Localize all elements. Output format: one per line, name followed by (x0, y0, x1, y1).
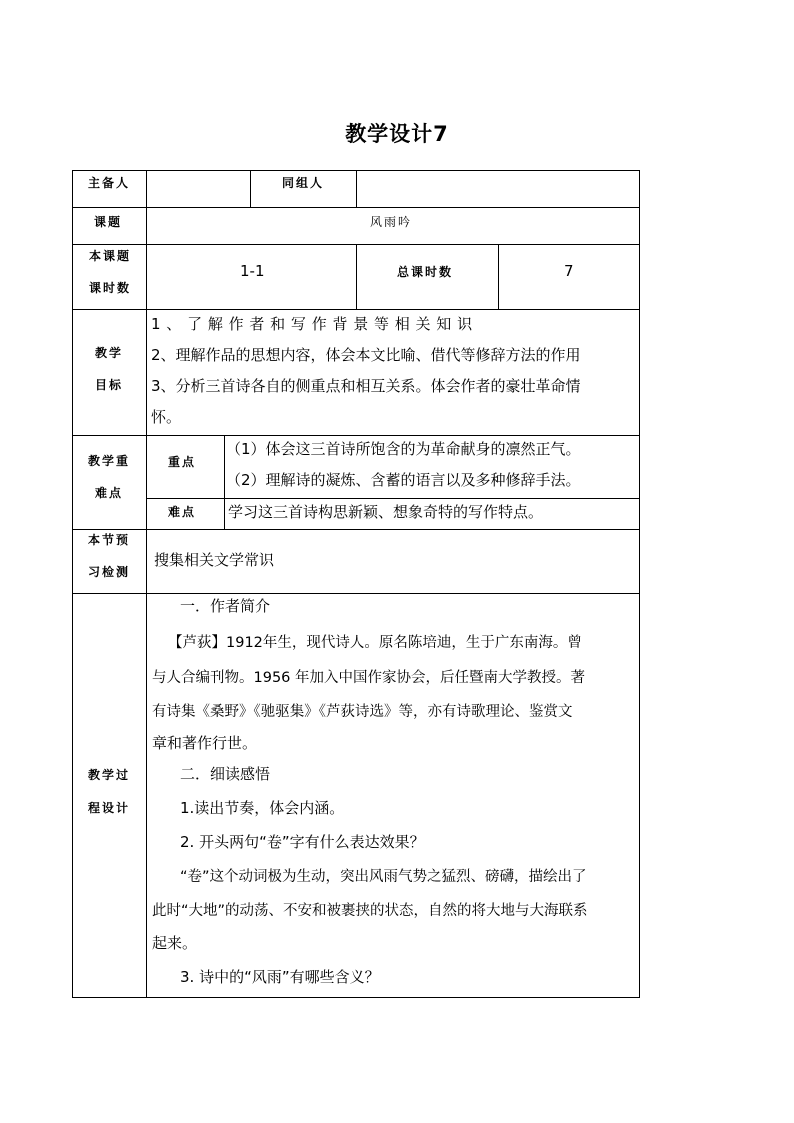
label-topic: 课题 (94, 215, 123, 229)
preview-content: 搜集相关文学常识 (154, 551, 275, 569)
label-key-point: 重点 (168, 455, 197, 469)
process-line: “卷”这个动词极为生动，突出风雨气势之猛烈、磅礴，描绘出了 (180, 869, 587, 885)
label-group-members: 同组人 (282, 176, 325, 190)
label-keypoints-line1: 教学重 (88, 454, 131, 468)
cell-divider (356, 170, 357, 207)
row-divider (72, 309, 640, 310)
cell-divider (356, 244, 357, 309)
row-divider (72, 207, 640, 208)
label-preview-line2: 习检测 (88, 565, 131, 579)
label-process-line2: 程设计 (88, 801, 131, 815)
cell-divider (250, 170, 251, 207)
objective-line-1: 1 、 了 解 作 者 和 写 作 背 景 等 相 关 知 识 (151, 315, 473, 333)
cell-divider (498, 244, 499, 309)
label-difficult-point: 难点 (168, 505, 197, 519)
cell-divider (224, 435, 225, 529)
label-column-divider (146, 170, 147, 998)
key-point-1: （1）体会这三首诗所饱含的为革命献身的凛然正气。 (226, 440, 581, 458)
key-point-2: （2）理解诗的凝炼、含蓄的语言以及多种修辞手法。 (226, 471, 581, 489)
table-border-bottom (72, 997, 640, 998)
label-lead-preparer: 主备人 (88, 176, 131, 190)
row-divider (72, 529, 640, 530)
label-periods-line1: 本课题 (89, 249, 132, 263)
objective-line-2: 2、理解作品的思想内容，体会本文比喻、借代等修辞方法的作用 (151, 346, 581, 364)
total-periods-value: 7 (564, 262, 574, 280)
row-divider (72, 593, 640, 594)
process-heading-2: 二．细读感悟 (180, 765, 271, 783)
label-total-periods: 总课时数 (397, 265, 454, 279)
label-objectives-line2: 目标 (95, 378, 124, 392)
document-title: 教学设计7 (345, 122, 449, 146)
process-heading-1: 一．作者简介 (180, 597, 271, 615)
table-border-right (639, 170, 640, 998)
lesson-plan-table (72, 170, 640, 998)
objective-line-4: 怀。 (151, 408, 182, 426)
topic-value: 风雨吟 (370, 215, 413, 229)
periods-value: 1-1 (240, 262, 265, 280)
process-line: 有诗集《桑野》《驰驱集》《芦荻诗选》等，亦有诗歌理论、鉴赏文 (152, 704, 573, 720)
process-line: 章和著作行世。 (152, 734, 258, 752)
row-divider (72, 435, 640, 436)
label-keypoints-line2: 难点 (95, 486, 124, 500)
difficult-point: 学习这三首诗构思新颖、想象奇特的写作特点。 (228, 503, 544, 521)
label-periods-line2: 课时数 (89, 281, 132, 295)
table-border-left (72, 170, 73, 998)
process-line: 【芦荻】1912年生，现代诗人。原名陈培迪，生于广东南海。曾 (168, 635, 582, 651)
row-divider (146, 498, 640, 499)
process-question: 3. 诗中的“风雨”有哪些含义？ (180, 968, 380, 986)
objective-line-3: 3、分析三首诗各自的侧重点和相互关系。体会作者的豪壮革命情 (151, 377, 581, 395)
process-line: 与人合编刊物。1956 年加入中国作家协会，后任暨南大学教授。著 (152, 670, 586, 686)
process-line: 起来。 (152, 934, 198, 952)
process-line: 1.读出节奏，体会内涵。 (180, 799, 345, 817)
label-objectives-line1: 教学 (95, 346, 124, 360)
process-question: 2. 开头两句“卷”字有什么表达效果？ (180, 833, 425, 851)
process-line: 此时“大地”的动荡、不安和被裹挟的状态，自然的将大地与大海联系 (152, 903, 588, 919)
label-process-line1: 教学过 (88, 768, 131, 782)
label-preview-line1: 本节预 (88, 533, 131, 547)
